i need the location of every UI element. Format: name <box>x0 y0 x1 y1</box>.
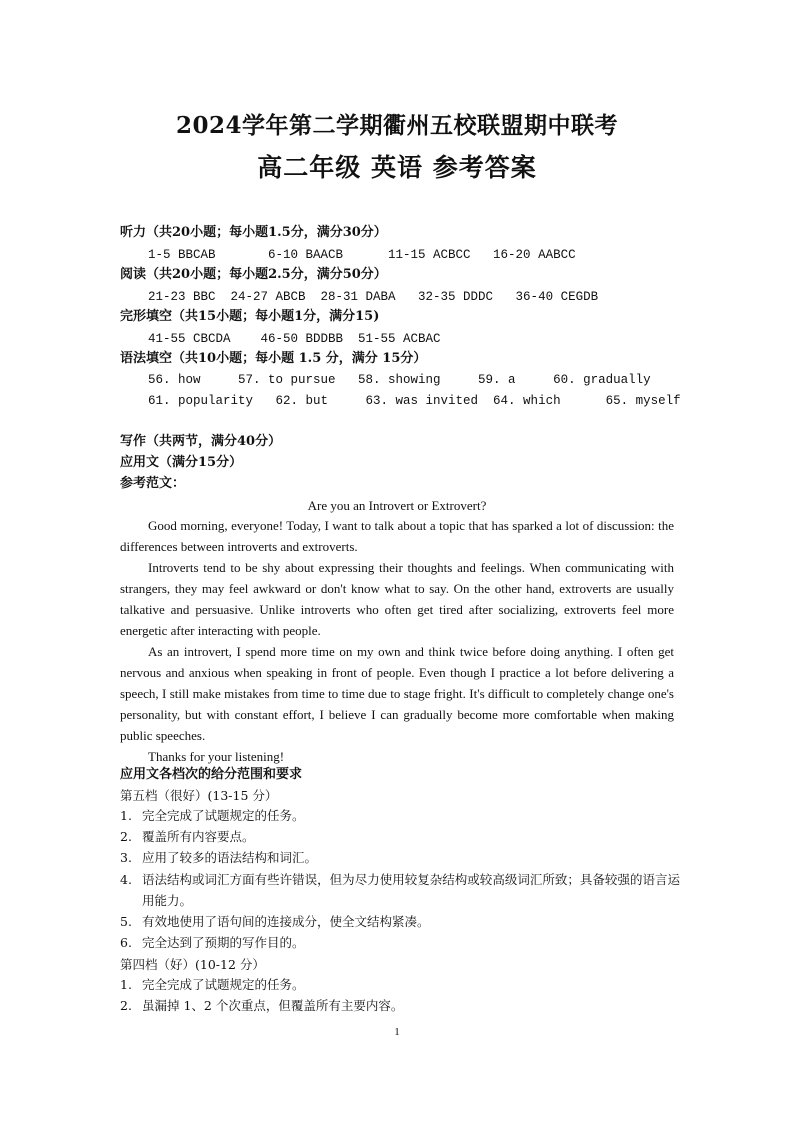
listening-heading: 听力（共20小题；每小题1.5分，满分30分） <box>120 225 387 240</box>
essay-paragraph: Introverts tend to be shy about expressing their thoughts and feelings. When communicating with strangers, they may feel awkward or don't know what to say. On the other hand, extroverts are usually talkative and persuasive. Unlike introverts who often get tired after socializing, extroverts feel more energetic after interacting with people. <box>120 560 674 638</box>
reading-heading: 阅读（共20小题；每小题2.5分，满分50分） <box>120 267 387 282</box>
listening-answers: 1-5 BBCAB 6-10 BAACB 11-15 ACBCC 16-20 AABCC <box>148 248 576 262</box>
practical-writing-heading: 应用文（满分15分） <box>120 455 243 470</box>
list-item: 2. 覆盖所有内容要点。 <box>120 829 255 844</box>
grammar-answers-row2: 61. popularity 62. but 63. was invited 64. which 65. myself <box>148 394 681 408</box>
essay-paragraph: Thanks for your listening! <box>148 749 285 764</box>
list-item: 2. 虽漏掉 1、2 个次重点，但覆盖所有主要内容。 <box>120 998 404 1013</box>
list-item: 4. 语法结构或词汇方面有些许错误，但为尽力使用较复杂结构或较高级词汇所致；具备较强的语言运用能力。 <box>120 872 680 908</box>
essay-title: Are you an Introvert or Extrovert? <box>307 498 487 513</box>
tier5-label: 第五档（很好）(13-15 分） <box>120 788 278 803</box>
cloze-heading: 完形填空（共15小题；每小题1分，满分15) <box>120 309 380 324</box>
list-item: 6. 完全达到了预期的写作目的。 <box>120 935 305 950</box>
grammar-answers-row1: 56. how 57. to pursue 58. showing 59. a 60. gradually <box>148 373 651 387</box>
grammar-heading: 语法填空（共10小题；每小题 1.5 分，满分 15分） <box>120 351 427 366</box>
list-item: 3. 应用了较多的语法结构和词汇。 <box>120 850 318 865</box>
document-subtitle: 高二年级 英语 参考答案 <box>257 153 537 182</box>
list-item: 1. 完全完成了试题规定的任务。 <box>120 808 305 823</box>
page-number: 1 <box>394 1026 400 1038</box>
tier4-label: 第四档（好）(10-12 分） <box>120 957 265 972</box>
essay-body <box>120 515 674 767</box>
reading-answers: 21-23 BBC 24-27 ABCB 28-31 DABA 32-35 DDDC 36-40 CEGDB <box>148 290 599 304</box>
sample-essay-label: 参考范文： <box>120 476 186 491</box>
document-title: 2024学年第二学期衢州五校联盟期中联考 <box>175 112 618 139</box>
scoring-heading: 应用文各档次的给分范围和要求 <box>120 767 303 782</box>
cloze-answers: 41-55 CBCDA 46-50 BDDBB 51-55 ACBAC <box>148 332 441 346</box>
essay-paragraph: As an introvert, I spend more time on my own and think twice before doing anything. I often get nervous and anxious when speaking in front of people. Even though I practice a lot before delivering a speech, I still make mistakes from time to time due to stage fright. It's difficult to completely change one's personality, but with constant effort, I believe I can gradually become more comfortable when making public speeches. <box>120 644 674 743</box>
writing-heading: 写作（共两节，满分40分） <box>120 434 282 449</box>
list-item: 1. 完全完成了试题规定的任务。 <box>120 977 305 992</box>
list-item: 5. 有效地使用了语句间的连接成分，使全文结构紧凑。 <box>120 914 430 929</box>
essay-paragraph: Good morning, everyone! Today, I want to talk about a topic that has sparked a lot of discussion: the differences between introverts and extroverts. <box>120 518 674 554</box>
